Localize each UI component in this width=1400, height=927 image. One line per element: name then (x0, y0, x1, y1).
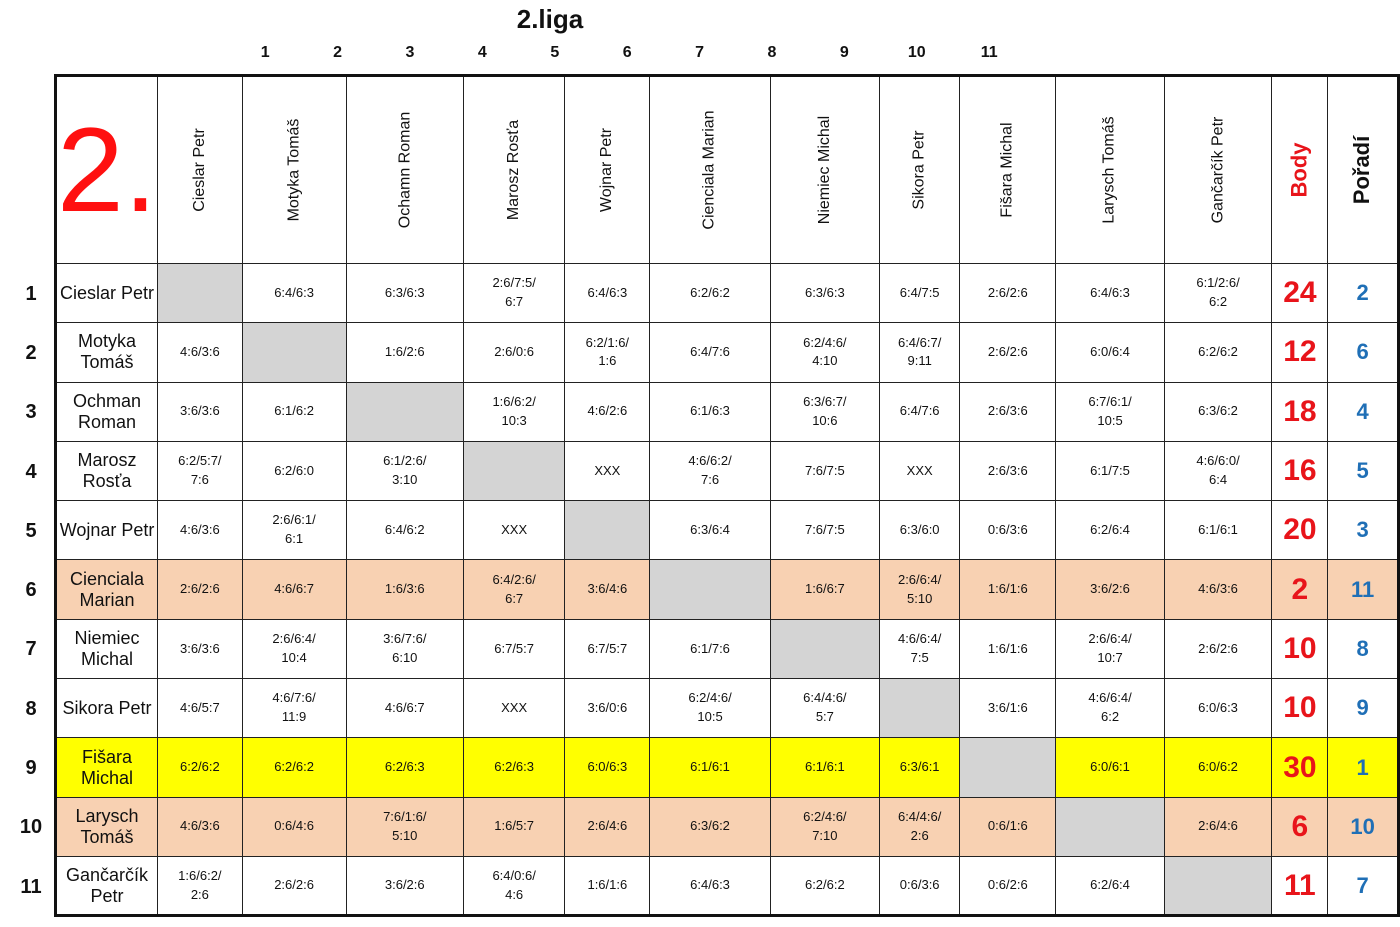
match-score: 6:2/6:2 (158, 738, 243, 797)
column-header-3 (346, 76, 464, 264)
diagonal-cell (770, 619, 879, 678)
row-number: 4 (25, 460, 37, 483)
match-score: 1:6/1:6 (565, 856, 650, 915)
points-value: 30 (1272, 738, 1328, 797)
match-score: 6:3/6:7/ 10:6 (770, 382, 879, 441)
match-score: 6:3/6:1 (880, 738, 960, 797)
column-header-10 (1056, 76, 1164, 264)
match-score: 2:6/4:6 (565, 797, 650, 856)
column-header-5 (565, 76, 650, 264)
match-score: 6:0/6:1 (1056, 738, 1164, 797)
row-number: 10 (19, 816, 43, 839)
match-score: 6:4/7:6 (880, 382, 960, 441)
column-header-6 (650, 76, 770, 264)
match-score: 4:6/3:6 (158, 323, 243, 382)
match-score: 6:2/6:3 (346, 738, 464, 797)
points-value: 12 (1272, 323, 1328, 382)
column-number: 11 (980, 44, 998, 61)
match-score: 1:6/2:6 (346, 323, 464, 382)
match-score: 2:6/2:6 (960, 264, 1056, 323)
match-score: 6:0/6:3 (565, 738, 650, 797)
match-score: 2:6/2:6 (158, 560, 243, 619)
match-score: 1:6/1:6 (960, 619, 1056, 678)
points-value: 10 (1272, 679, 1328, 738)
row-number: 11 (20, 875, 42, 898)
diagonal-cell (1056, 797, 1164, 856)
match-score: 4:6/7:6/ 11:9 (242, 679, 346, 738)
match-score: 6:0/6:4 (1056, 323, 1164, 382)
match-score: 6:4/6:2 (346, 501, 464, 560)
column-number: 1 (260, 44, 270, 61)
table-row (56, 323, 1399, 382)
match-score: 4:6/3:6 (1164, 560, 1272, 619)
table-row (56, 441, 1399, 500)
match-score: 6:2/6:2 (1164, 323, 1272, 382)
column-number: 9 (839, 44, 849, 61)
match-score: 6:4/7:6 (650, 323, 770, 382)
match-score: 4:6/3:6 (158, 501, 243, 560)
match-score: 6:1/6:1 (1164, 501, 1272, 560)
column-number: 2 (333, 44, 343, 61)
match-score: 1:6/6:2/ 10:3 (464, 382, 565, 441)
match-score: 3:6/3:6 (158, 382, 243, 441)
diagonal-cell (464, 441, 565, 500)
column-header-label: Gančarčík Petr (1209, 116, 1227, 224)
match-score: 1:6/6:2/ 2:6 (158, 856, 243, 915)
column-header-label: Larysch Tomáš (1101, 116, 1119, 224)
match-score: 2:6/6:1/ 6:1 (242, 501, 346, 560)
column-header-11 (1164, 76, 1272, 264)
player-name: Wojnar Petr (56, 501, 158, 560)
player-name: Ochman Roman (56, 382, 158, 441)
player-name: Motyka Tomáš (56, 323, 158, 382)
row-number: 9 (25, 757, 37, 780)
column-header-9 (960, 76, 1056, 264)
row-number: 7 (25, 638, 37, 661)
league-label-cell (56, 76, 158, 264)
player-name: Larysch Tomáš (56, 797, 158, 856)
column-number: 6 (622, 44, 632, 61)
column-header-label: Motyka Tomáš (285, 118, 303, 222)
column-number: 8 (767, 44, 777, 61)
row-number: 8 (25, 697, 37, 720)
match-score: 6:4/6:3 (242, 264, 346, 323)
match-score: 6:2/4:6/ 7:10 (770, 797, 879, 856)
match-score: 2:6/3:6 (960, 382, 1056, 441)
table-row (56, 738, 1399, 797)
diagonal-cell (650, 560, 770, 619)
rank-value: 1 (1328, 738, 1398, 797)
match-score: 6:0/6:3 (1164, 679, 1272, 738)
match-score: 7:6/7:5 (770, 501, 879, 560)
column-header-4 (464, 76, 565, 264)
match-score: 2:6/6:4/ 10:7 (1056, 619, 1164, 678)
match-score: 3:6/3:6 (158, 619, 243, 678)
match-score: 7:6/7:5 (770, 441, 879, 500)
match-score: 4:6/6:4/ 7:5 (880, 619, 960, 678)
match-score: 6:3/6:0 (880, 501, 960, 560)
column-header-2 (242, 76, 346, 264)
match-score: XXX (464, 501, 565, 560)
match-score: 2:6/2:6 (960, 323, 1056, 382)
rank-header: Pořadí (1349, 135, 1375, 205)
match-score: 6:2/6:2 (650, 264, 770, 323)
rank-value: 10 (1328, 797, 1398, 856)
match-score: 6:3/6:4 (650, 501, 770, 560)
table-row (56, 679, 1399, 738)
match-score: 6:1/7:5 (1056, 441, 1164, 500)
table-row (56, 797, 1399, 856)
rank-header-cell (1328, 76, 1398, 264)
match-score: 6:3/6:3 (346, 264, 464, 323)
match-score: 6:4/6:3 (650, 856, 770, 915)
diagonal-cell (242, 323, 346, 382)
player-name: Cienciala Marian (56, 560, 158, 619)
rank-value: 11 (1328, 560, 1398, 619)
column-header-1 (158, 76, 243, 264)
points-value: 24 (1272, 264, 1328, 323)
player-name: Sikora Petr (56, 679, 158, 738)
match-score: 6:2/6:4 (1056, 856, 1164, 915)
match-score: 6:1/2:6/ 6:2 (1164, 264, 1272, 323)
match-score: 6:2/1:6/ 1:6 (565, 323, 650, 382)
column-header-label: Wojnar Petr (598, 127, 616, 213)
match-score: 6:4/0:6/ 4:6 (464, 856, 565, 915)
match-score: 1:6/5:7 (464, 797, 565, 856)
match-score: 6:2/4:6/ 10:5 (650, 679, 770, 738)
match-score: 0:6/3:6 (960, 501, 1056, 560)
points-value: 10 (1272, 619, 1328, 678)
player-name: Fišara Michal (56, 738, 158, 797)
match-score: 1:6/3:6 (346, 560, 464, 619)
match-score: 6:1/7:6 (650, 619, 770, 678)
row-number: 3 (25, 401, 37, 424)
match-score: 0:6/2:6 (960, 856, 1056, 915)
column-header-label: Cieslar Petr (190, 128, 208, 212)
match-score: 4:6/6:7 (242, 560, 346, 619)
column-header-label: Ochamn Roman (395, 111, 413, 229)
match-score: 6:2/4:6/ 4:10 (770, 323, 879, 382)
match-score: 3:6/4:6 (565, 560, 650, 619)
match-score: 3:6/2:6 (346, 856, 464, 915)
player-name: Gančarčík Petr (56, 856, 158, 915)
player-name: Niemiec Michal (56, 619, 158, 678)
league-label: 2. (57, 103, 158, 237)
rank-value: 9 (1328, 679, 1398, 738)
match-score: 2:6/2:6 (1164, 619, 1272, 678)
match-score: 1:6/6:7 (770, 560, 879, 619)
table-row (56, 264, 1399, 323)
match-score: 4:6/3:6 (158, 797, 243, 856)
match-score: 2:6/4:6 (1164, 797, 1272, 856)
match-score: 2:6/7:5/ 6:7 (464, 264, 565, 323)
match-score: 4:6/6:0/ 6:4 (1164, 441, 1272, 500)
column-header-label: Cienciala Marian (701, 110, 719, 230)
match-score: 4:6/5:7 (158, 679, 243, 738)
match-score: 4:6/2:6 (565, 382, 650, 441)
match-score: 7:6/1:6/ 5:10 (346, 797, 464, 856)
points-value: 2 (1272, 560, 1328, 619)
body-header-cell (1272, 76, 1328, 264)
match-score: 6:3/6:3 (770, 264, 879, 323)
match-score: 6:4/7:5 (880, 264, 960, 323)
match-score: 6:4/6:3 (1056, 264, 1164, 323)
rank-value: 5 (1328, 441, 1398, 500)
match-score: 6:7/5:7 (565, 619, 650, 678)
player-name: Cieslar Petr (56, 264, 158, 323)
match-score: 6:1/6:2 (242, 382, 346, 441)
rank-value: 8 (1328, 619, 1398, 678)
match-score: 0:6/4:6 (242, 797, 346, 856)
match-score: 6:1/6:1 (770, 738, 879, 797)
match-score: 6:4/4:6/ 5:7 (770, 679, 879, 738)
match-score: 6:1/2:6/ 3:10 (346, 441, 464, 500)
match-score: 2:6/3:6 (960, 441, 1056, 500)
column-number: 3 (405, 44, 415, 61)
points-value: 11 (1272, 856, 1328, 915)
match-score: 6:7/6:1/ 10:5 (1056, 382, 1164, 441)
page-title: 2.liga (516, 4, 584, 34)
column-header-label: Niemiec Michal (815, 115, 833, 225)
row-number: 2 (25, 341, 37, 364)
row-number: 6 (25, 579, 37, 602)
match-score: XXX (880, 441, 960, 500)
match-score: 3:6/2:6 (1056, 560, 1164, 619)
match-score: 6:1/6:3 (650, 382, 770, 441)
match-score: 6:2/6:2 (242, 738, 346, 797)
column-header-label: Sikora Petr (910, 130, 928, 210)
match-score: 6:2/5:7/ 7:6 (158, 441, 243, 500)
match-score: 6:0/6:2 (1164, 738, 1272, 797)
match-score: 6:4/4:6/ 2:6 (880, 797, 960, 856)
match-score: 6:3/6:2 (650, 797, 770, 856)
diagonal-cell (158, 264, 243, 323)
match-score: 4:6/6:2/ 7:6 (650, 441, 770, 500)
points-value: 16 (1272, 441, 1328, 500)
match-score: 0:6/1:6 (960, 797, 1056, 856)
match-score: 6:7/5:7 (464, 619, 565, 678)
points-value: 6 (1272, 797, 1328, 856)
column-number: 4 (477, 44, 487, 61)
row-number: 5 (25, 519, 37, 542)
rank-value: 6 (1328, 323, 1398, 382)
match-score: XXX (565, 441, 650, 500)
player-name: Marosz Rosťa (56, 441, 158, 500)
match-score: 3:6/7:6/ 6:10 (346, 619, 464, 678)
table-row (56, 382, 1399, 441)
column-number: 5 (550, 44, 560, 61)
match-score: 0:6/3:6 (880, 856, 960, 915)
points-value: 20 (1272, 501, 1328, 560)
match-score: 6:2/6:3 (464, 738, 565, 797)
match-score: 2:6/2:6 (242, 856, 346, 915)
header-row (56, 76, 1399, 264)
match-score: 2:6/6:4/ 5:10 (880, 560, 960, 619)
match-score: 6:3/6:2 (1164, 382, 1272, 441)
match-score: 6:4/6:7/ 9:11 (880, 323, 960, 382)
rank-value: 3 (1328, 501, 1398, 560)
match-score: 6:2/6:4 (1056, 501, 1164, 560)
match-score: 2:6/6:4/ 10:4 (242, 619, 346, 678)
match-score: 6:1/6:1 (650, 738, 770, 797)
match-score: 4:6/6:7 (346, 679, 464, 738)
match-score: 6:4/6:3 (565, 264, 650, 323)
diagonal-cell (346, 382, 464, 441)
column-header-label: Marosz Rosťa (505, 119, 523, 221)
match-score: XXX (464, 679, 565, 738)
rank-value: 7 (1328, 856, 1398, 915)
table-row (56, 619, 1399, 678)
table-row (56, 856, 1399, 915)
match-score: 6:4/2:6/ 6:7 (464, 560, 565, 619)
column-header-7 (770, 76, 879, 264)
row-number: 1 (25, 282, 37, 305)
diagonal-cell (1164, 856, 1272, 915)
diagonal-cell (880, 679, 960, 738)
diagonal-cell (565, 501, 650, 560)
match-score: 1:6/1:6 (960, 560, 1056, 619)
match-score: 2:6/0:6 (464, 323, 565, 382)
match-score: 6:2/6:0 (242, 441, 346, 500)
match-score: 3:6/0:6 (565, 679, 650, 738)
league-table (54, 74, 1400, 917)
column-number: 10 (907, 44, 926, 61)
rank-value: 2 (1328, 264, 1398, 323)
column-header-label: Fišara Michal (998, 122, 1016, 218)
table-row (56, 501, 1399, 560)
table-row (56, 560, 1399, 619)
match-score: 6:2/6:2 (770, 856, 879, 915)
column-number: 7 (695, 44, 705, 61)
match-score: 3:6/1:6 (960, 679, 1056, 738)
body-header: Body (1286, 142, 1312, 198)
points-value: 18 (1272, 382, 1328, 441)
diagonal-cell (960, 738, 1056, 797)
column-header-8 (880, 76, 960, 264)
column-numbers (0, 44, 1200, 68)
rank-value: 4 (1328, 382, 1398, 441)
match-score: 4:6/6:4/ 6:2 (1056, 679, 1164, 738)
